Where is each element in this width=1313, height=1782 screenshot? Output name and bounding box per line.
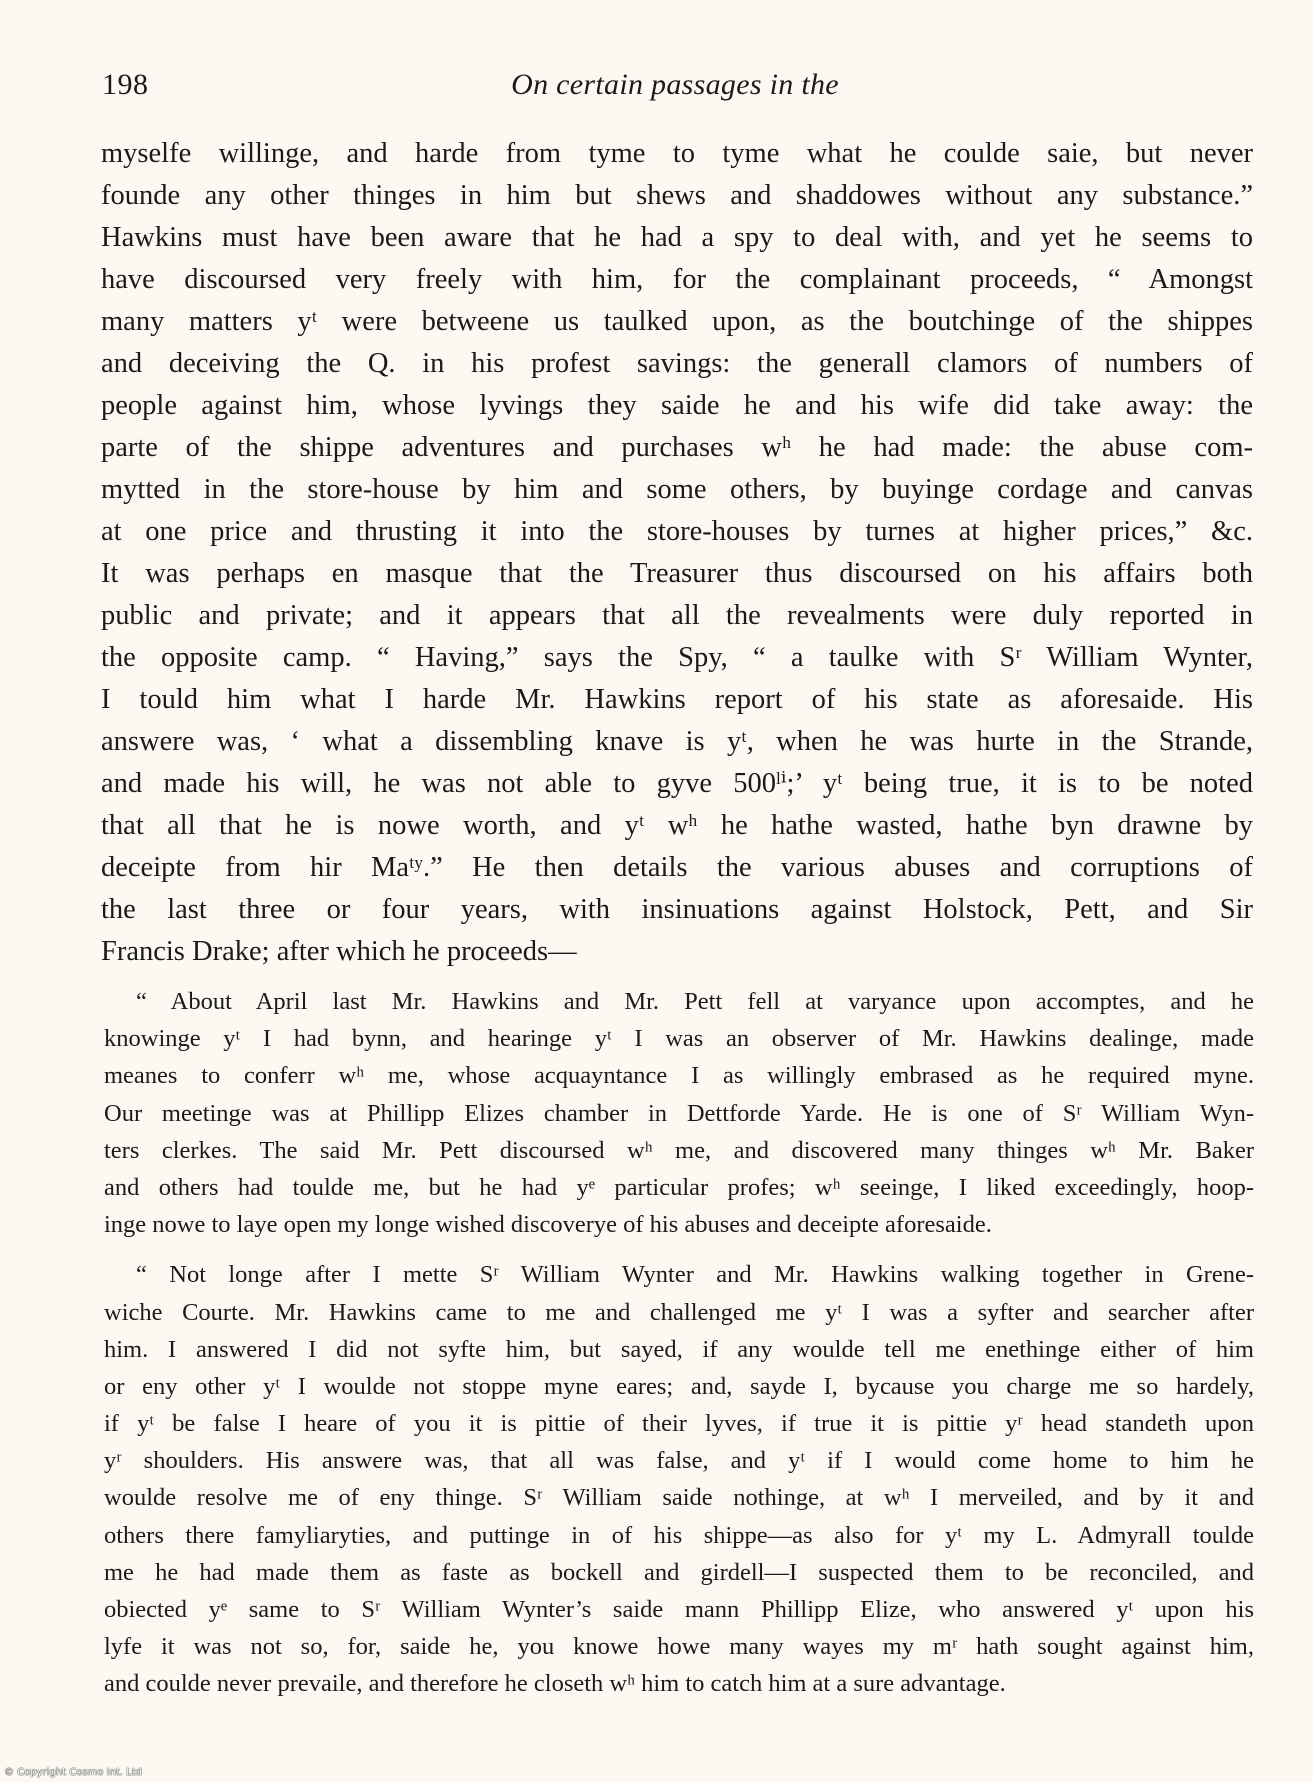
quote-line: knowinge yᵗ I had bynn, and hearinge yᵗ I was an observer of Mr. Hawkins dealinge, made xyxy=(104,1025,1254,1053)
main-text-block xyxy=(101,133,1253,973)
quote-line: woulde resolve me of eny thinge. Sʳ William saide nothinge, at wʰ I merveiled, and by it and xyxy=(104,1484,1254,1512)
text-line: many matters yᵗ were betweene us taulked upon, as the boutchinge of the shippes xyxy=(101,306,1253,337)
text-line: people against him, whose lyvings they saide he and his wife did take away: the xyxy=(101,390,1253,421)
text-line: It was perhaps en masque that the Treasurer thus discoursed on his affairs both xyxy=(101,558,1253,589)
quote-line: Our meetinge was at Phillipp Elizes chamber in Dettforde Yarde. He is one of Sʳ William Wyn- xyxy=(104,1099,1254,1127)
text-line: I tould him what I harde Mr. Hawkins report of his state as aforesaide. His xyxy=(101,684,1253,715)
text-line: myselfe willinge, and harde from tyme to tyme what he coulde saie, but never xyxy=(101,138,1253,169)
text-line: Hawkins must have been aware that he had a spy to deal with, and yet he seems to xyxy=(101,222,1253,253)
text-line: parte of the shippe adventures and purchases wʰ he had made: the abuse com- xyxy=(101,432,1253,463)
quote-line: “ Not longe after I mette Sʳ William Wynter and Mr. Hawkins walking together in Grene- xyxy=(136,1261,1254,1289)
quote-line: inge nowe to laye open my longe wished discoverye of his abuses and deceipte aforesaide. xyxy=(104,1211,992,1239)
quote-line: meanes to conferr wʰ me, whose acquayntance I as willingly embrased as he required myne. xyxy=(104,1062,1254,1090)
text-line: Francis Drake; after which he proceeds— xyxy=(101,936,577,967)
quote-line: if yᵗ be false I heare of you it is pittie of their lyves, if true it is pittie yʳ head standeth upon xyxy=(104,1410,1254,1438)
text-line: founde any other thinges in him but shews and shaddowes without any substance.” xyxy=(101,180,1253,211)
quote-line: me he had made them as faste as bockell and girdell—I suspected them to be reconciled, and xyxy=(104,1558,1254,1586)
quote-line: obiected yᵉ same to Sʳ William Wynter’s saide mann Phillipp Elize, who answered yᵗ upon his xyxy=(104,1596,1254,1623)
quote-line: or eny other yᵗ I woulde not stoppe myne eares; and, sayde I, bycause you charge me so hardely, xyxy=(104,1372,1254,1400)
text-line: mytted in the store-house by him and some others, by buyinge cordage and canvas xyxy=(101,474,1253,505)
text-line: have discoursed very freely with him, for the complainant proceeds, “ Amongst xyxy=(101,264,1253,295)
text-line: the opposite camp. “ Having,” says the Spy, “ a taulke with Sʳ William Wynter, xyxy=(101,642,1253,673)
text-line: the last three or four years, with insinuations against Holstock, Pett, and Sir xyxy=(101,894,1253,925)
text-line: at one price and thrusting it into the store-houses by turnes at higher prices,” &c. xyxy=(101,516,1253,547)
text-line: and made his will, he was not able to gyve 500ˡⁱ;’ yᵗ being true, it is to be noted xyxy=(101,768,1253,799)
quote-line: him. I answered I did not syfte him, but sayed, if any woulde tell me enethinge either of him xyxy=(104,1335,1254,1363)
quote-line: and coulde never prevaile, and therefore he closeth wʰ him to catch him at a sure advantage. xyxy=(104,1670,1006,1698)
page-header xyxy=(100,58,1250,101)
page-number: 198 xyxy=(102,68,149,101)
text-line: answere was, ‘ what a dissembling knave is yᵗ, when he was hurte in the Strande, xyxy=(101,726,1253,757)
quote-line: wiche Courte. Mr. Hawkins came to me and challenged me yᵗ I was a syfter and searcher after xyxy=(104,1298,1254,1326)
quote-paragraph xyxy=(104,1256,1254,1702)
text-line: deceipte from hir Maᵗʸ.” He then details the various abuses and corruptions of xyxy=(101,852,1253,883)
quote-line: yʳ shoulders. His answere was, that all was false, and yᵗ if I would come home to him he xyxy=(104,1447,1254,1475)
text-line: and deceiving the Q. in his profest savings: the generall clamors of numbers of xyxy=(101,348,1253,379)
quote-line: others there famyliaryties, and puttinge in of his shippe—as also for yᵗ my L. Admyrall toulde xyxy=(104,1521,1254,1549)
copyright-watermark: © Copyright Cosmo Int. Ltd xyxy=(4,1767,142,1778)
text-line: public and private; and it appears that all the revealments were duly reported in xyxy=(101,600,1253,631)
quote-line: “ About April last Mr. Hawkins and Mr. Pett fell at varyance upon accomptes, and he xyxy=(136,988,1254,1015)
quote-line: ters clerkes. The said Mr. Pett discoursed wʰ me, and discovered many thinges wʰ Mr. Baker xyxy=(104,1136,1254,1164)
quote-line: and others had toulde me, but he had yᵉ particular profes; wʰ seeinge, I liked exceedingly, hoop- xyxy=(104,1173,1254,1201)
quote-line: lyfe it was not so, for, saide he, you knowe howe many wayes my mʳ hath sought against him, xyxy=(104,1633,1254,1661)
paragraph-gap xyxy=(104,1243,1254,1256)
text-line: that all that he is nowe worth, and yᵗ wʰ he hathe wasted, hathe byn drawne by xyxy=(101,810,1253,841)
quoted-letter-block xyxy=(104,983,1254,1703)
running-head: On certain passages in the xyxy=(511,68,839,101)
quote-paragraph xyxy=(104,983,1254,1243)
